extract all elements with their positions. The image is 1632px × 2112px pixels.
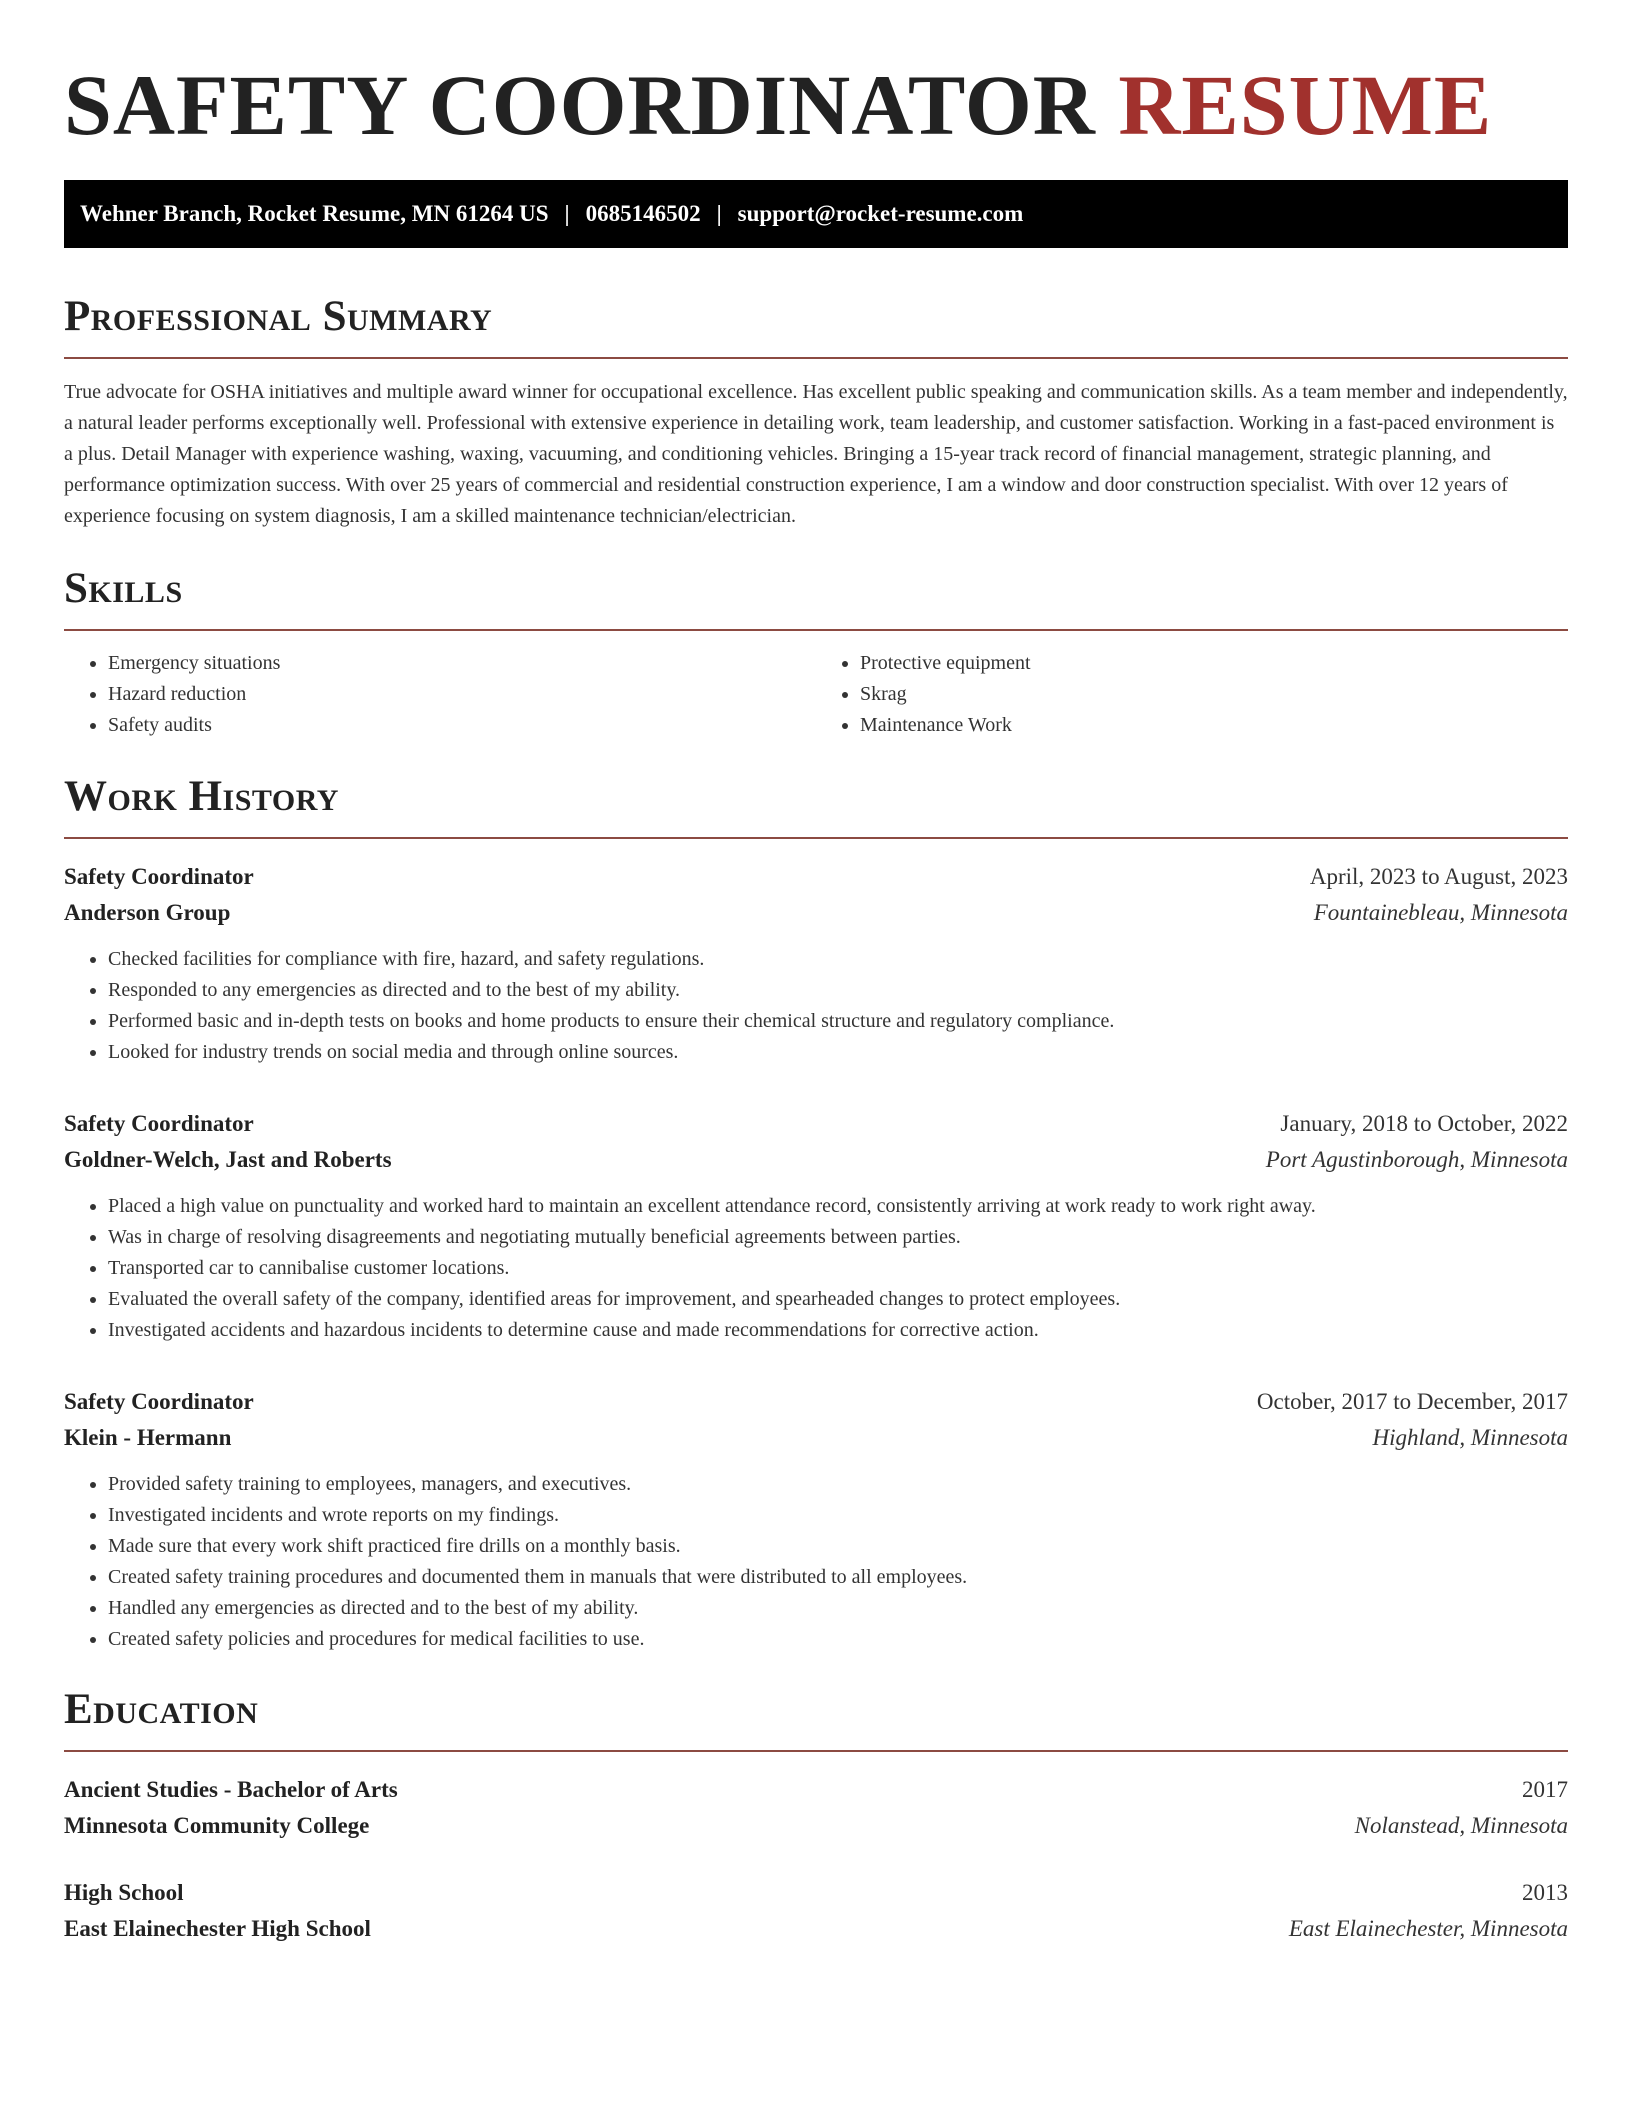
job-company-row	[64, 1142, 1568, 1178]
education-degree: High School	[64, 1880, 184, 1905]
work-section	[64, 771, 1568, 1655]
skills-heading: Skills	[64, 563, 1568, 631]
skill-item: • Safety audits	[108, 710, 816, 741]
education-entry	[64, 1875, 1568, 1947]
education-school-row	[64, 1808, 1568, 1844]
education-location: Nolanstead, Minnesota	[1354, 1813, 1568, 1838]
job-bullet: • Looked for industry trends on social media and through online sources.	[108, 1037, 1568, 1068]
job-header-row	[64, 1106, 1568, 1142]
job-dates: October, 2017 to December, 2017	[1256, 1389, 1568, 1414]
skill-item: • Hazard reduction	[108, 679, 816, 710]
job-bullets	[64, 944, 1568, 1068]
job-header-row	[64, 859, 1568, 895]
education-school-row	[64, 1911, 1568, 1947]
contact-separator: |	[716, 201, 722, 226]
job-bullet: • Investigated accidents and hazardous incidents to determine cause and made recommendations for corrective action.	[108, 1315, 1568, 1346]
education-heading: Education	[64, 1684, 1568, 1752]
skill-item: • Maintenance Work	[860, 710, 1568, 741]
job-bullet: • Transported car to cannibalise customer locations.	[108, 1253, 1568, 1284]
job-entry	[64, 1106, 1568, 1346]
skill-item: • Emergency situations	[108, 648, 816, 679]
skills-section	[64, 563, 1568, 741]
job-location: Fountainebleau, Minnesota	[1313, 900, 1568, 925]
contact-separator: |	[564, 201, 570, 226]
education-degree-row	[64, 1875, 1568, 1911]
job-bullets	[64, 1191, 1568, 1346]
education-section	[64, 1684, 1568, 1947]
page-title	[64, 0, 1568, 155]
contact-bar	[64, 180, 1568, 248]
job-bullets	[64, 1469, 1568, 1655]
skills-list-left	[64, 648, 816, 741]
job-entry	[64, 859, 1568, 1068]
job-company: Goldner-Welch, Jast and Roberts	[64, 1147, 392, 1172]
summary-text: True advocate for OSHA initiatives and multiple award winner for occupational excellence. Has excellent public speaking and communication skills. As a team member and independently, a natural leader performs exceptionally well. Professional with extensive experience in detailing work, team leadership, and customer satisfaction. Working in a fast-paced environment is a plus. Detail Manager with experience washing, waxing, vacuuming, and conditioning vehicles. Bringing a 15-year track record of financial management, strategic planning, and performance optimization success. With over 25 years of commercial and residential construction experience, I am a window and door construction specialist. With over 12 years of experience focusing on system diagnosis, I am a skilled maintenance technician/electrician.	[64, 381, 1568, 527]
education-degree: Ancient Studies - Bachelor of Arts	[64, 1777, 398, 1802]
summary-heading: Professional Summary	[64, 291, 1568, 359]
job-location: Port Agustinborough, Minnesota	[1265, 1147, 1568, 1172]
education-degree-row	[64, 1772, 1568, 1808]
job-header-row	[64, 1384, 1568, 1420]
skill-item: • Skrag	[860, 679, 1568, 710]
job-company-row	[64, 1420, 1568, 1456]
skill-item: • Protective equipment	[860, 648, 1568, 679]
job-dates: April, 2023 to August, 2023	[1309, 864, 1568, 889]
title-accent: RESUME	[1118, 57, 1493, 153]
education-year: 2013	[1522, 1880, 1568, 1905]
job-title: Safety Coordinator	[64, 1111, 254, 1136]
job-bullet: • Provided safety training to employees, managers, and executives.	[108, 1469, 1568, 1500]
contact-email: support@rocket-resume.com	[737, 201, 1024, 226]
education-entry	[64, 1772, 1568, 1844]
education-school: Minnesota Community College	[64, 1813, 370, 1838]
job-bullet: • Made sure that every work shift practiced fire drills on a monthly basis.	[108, 1531, 1568, 1562]
education-year: 2017	[1522, 1777, 1568, 1802]
job-bullet: • Checked facilities for compliance with fire, hazard, and safety regulations.	[108, 944, 1568, 975]
job-bullet: • Responded to any emergencies as directed and to the best of my ability.	[108, 975, 1568, 1006]
job-bullet: • Created safety policies and procedures for medical facilities to use.	[108, 1624, 1568, 1655]
job-title: Safety Coordinator	[64, 864, 254, 889]
job-bullet: • Placed a high value on punctuality and worked hard to maintain an excellent attendance record, consistently arriving at work ready to work right away.	[108, 1191, 1568, 1222]
job-location: Highland, Minnesota	[1372, 1425, 1568, 1450]
job-bullet: • Investigated incidents and wrote reports on my findings.	[108, 1500, 1568, 1531]
job-company: Anderson Group	[64, 900, 231, 925]
contact-address: Wehner Branch, Rocket Resume, MN 61264 US	[80, 201, 549, 226]
job-company: Klein - Hermann	[64, 1425, 232, 1450]
job-dates: January, 2018 to October, 2022	[1280, 1111, 1568, 1136]
job-company-row	[64, 895, 1568, 931]
job-bullet: • Evaluated the overall safety of the company, identified areas for improvement, and spearheaded changes to protect employees.	[108, 1284, 1568, 1315]
work-heading: Work History	[64, 771, 1568, 839]
job-title: Safety Coordinator	[64, 1389, 254, 1414]
job-bullet: • Handled any emergencies as directed and to the best of my ability.	[108, 1593, 1568, 1624]
contact-phone: 0685146502	[585, 201, 701, 226]
job-bullet: • Was in charge of resolving disagreements and negotiating mutually beneficial agreements between parties.	[108, 1222, 1568, 1253]
job-bullet: • Performed basic and in-depth tests on books and home products to ensure their chemical structure and regulatory compliance.	[108, 1006, 1568, 1037]
education-school: East Elainechester High School	[64, 1916, 371, 1941]
education-location: East Elainechester, Minnesota	[1288, 1916, 1568, 1941]
job-bullet: • Created safety training procedures and documented them in manuals that were distributed to all employees.	[108, 1562, 1568, 1593]
title-main: SAFETY COORDINATOR	[64, 57, 1096, 153]
skills-list-right	[816, 648, 1568, 741]
summary-section	[64, 291, 1568, 532]
skills-grid	[64, 648, 1568, 741]
job-entry	[64, 1384, 1568, 1655]
